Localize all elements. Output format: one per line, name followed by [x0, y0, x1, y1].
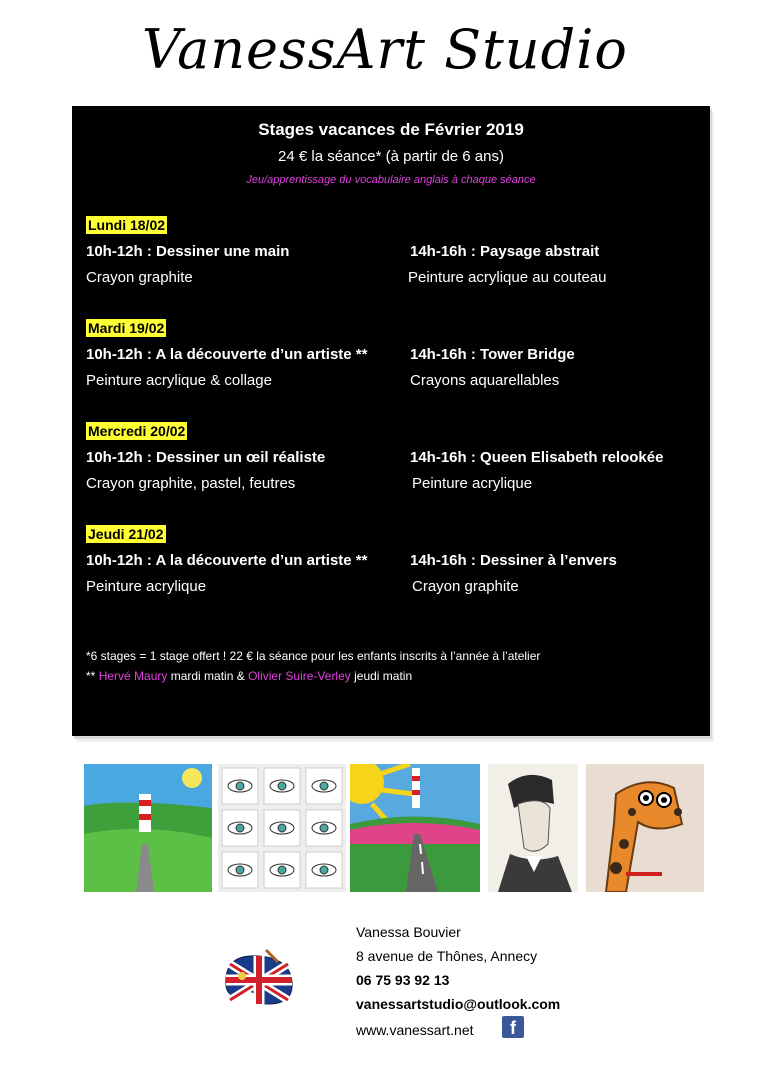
session-material: Peinture acrylique — [86, 578, 207, 595]
day-label-lundi: Lundi 18/02 — [88, 217, 166, 233]
day-label-mardi: Mardi 19/02 — [88, 320, 165, 336]
contact-address: 8 avenue de Thônes, Annecy — [356, 948, 538, 964]
artwork-portrait-thumbnail — [488, 764, 578, 892]
session-title: 14h-16h : Dessiner à l’envers — [410, 552, 617, 569]
session-material: Crayon graphite — [412, 578, 519, 595]
session-title: 10h-12h : A la découverte d’un artiste ** — [86, 552, 368, 569]
artwork-road-sun-thumbnail — [350, 764, 480, 892]
session-material: Crayons aquarellables — [410, 372, 560, 389]
artwork-giraffe-thumbnail — [586, 764, 704, 892]
artwork-eyes-thumbnail — [218, 764, 346, 892]
brand-title: VanessArt Studio — [142, 18, 628, 81]
contact-phone[interactable]: 06 75 93 92 13 — [356, 972, 450, 988]
schedule-title: Stages vacances de Février 2019 — [258, 120, 524, 139]
artwork-gallery — [84, 764, 704, 892]
website-link[interactable]: www.vanessart.net — [356, 1022, 474, 1038]
session-title: 10h-12h : A la découverte d’un artiste ** — [86, 346, 368, 363]
day-label-mercredi: Mercredi 20/02 — [88, 423, 186, 439]
session-material: Peinture acrylique au couteau — [408, 269, 607, 286]
session-material: Crayon graphite, pastel, feutres — [86, 475, 296, 492]
footnote-artists: ** Hervé Maury mardi matin & Olivier Suire-Verley jeudi matin — [86, 669, 413, 683]
footnote-offer: *6 stages = 1 stage offert ! 22 € la séance pour les enfants inscrits à l’année à l’atelier — [86, 649, 541, 663]
session-material: Peinture acrylique — [412, 475, 533, 492]
contact-name: Vanessa Bouvier — [356, 924, 461, 940]
session-title: 14h-16h : Queen Elisabeth relookée — [410, 449, 664, 466]
english-note: Jeu/apprentissage du vocabulaire anglais à chaque séance — [246, 174, 536, 186]
contact-email-link[interactable]: vanessartstudio@outlook.com — [356, 996, 561, 1012]
session-material: Crayon graphite — [86, 269, 193, 286]
schedule-panel — [72, 106, 710, 736]
day-label-jeudi: Jeudi 21/02 — [88, 526, 164, 542]
session-title: 14h-16h : Paysage abstrait — [410, 243, 600, 260]
palette-uk-flag-icon — [218, 948, 298, 1012]
facebook-icon[interactable]: f — [502, 1016, 524, 1038]
session-title: 14h-16h : Tower Bridge — [410, 346, 575, 363]
session-title: 10h-12h : Dessiner un œil réaliste — [86, 449, 326, 466]
artwork-lighthouse-thumbnail — [84, 764, 212, 892]
price-line: 24 € la séance* (à partir de 6 ans) — [278, 148, 504, 165]
session-material: Peinture acrylique & collage — [86, 372, 272, 389]
session-title: 10h-12h : Dessiner une main — [86, 243, 290, 260]
